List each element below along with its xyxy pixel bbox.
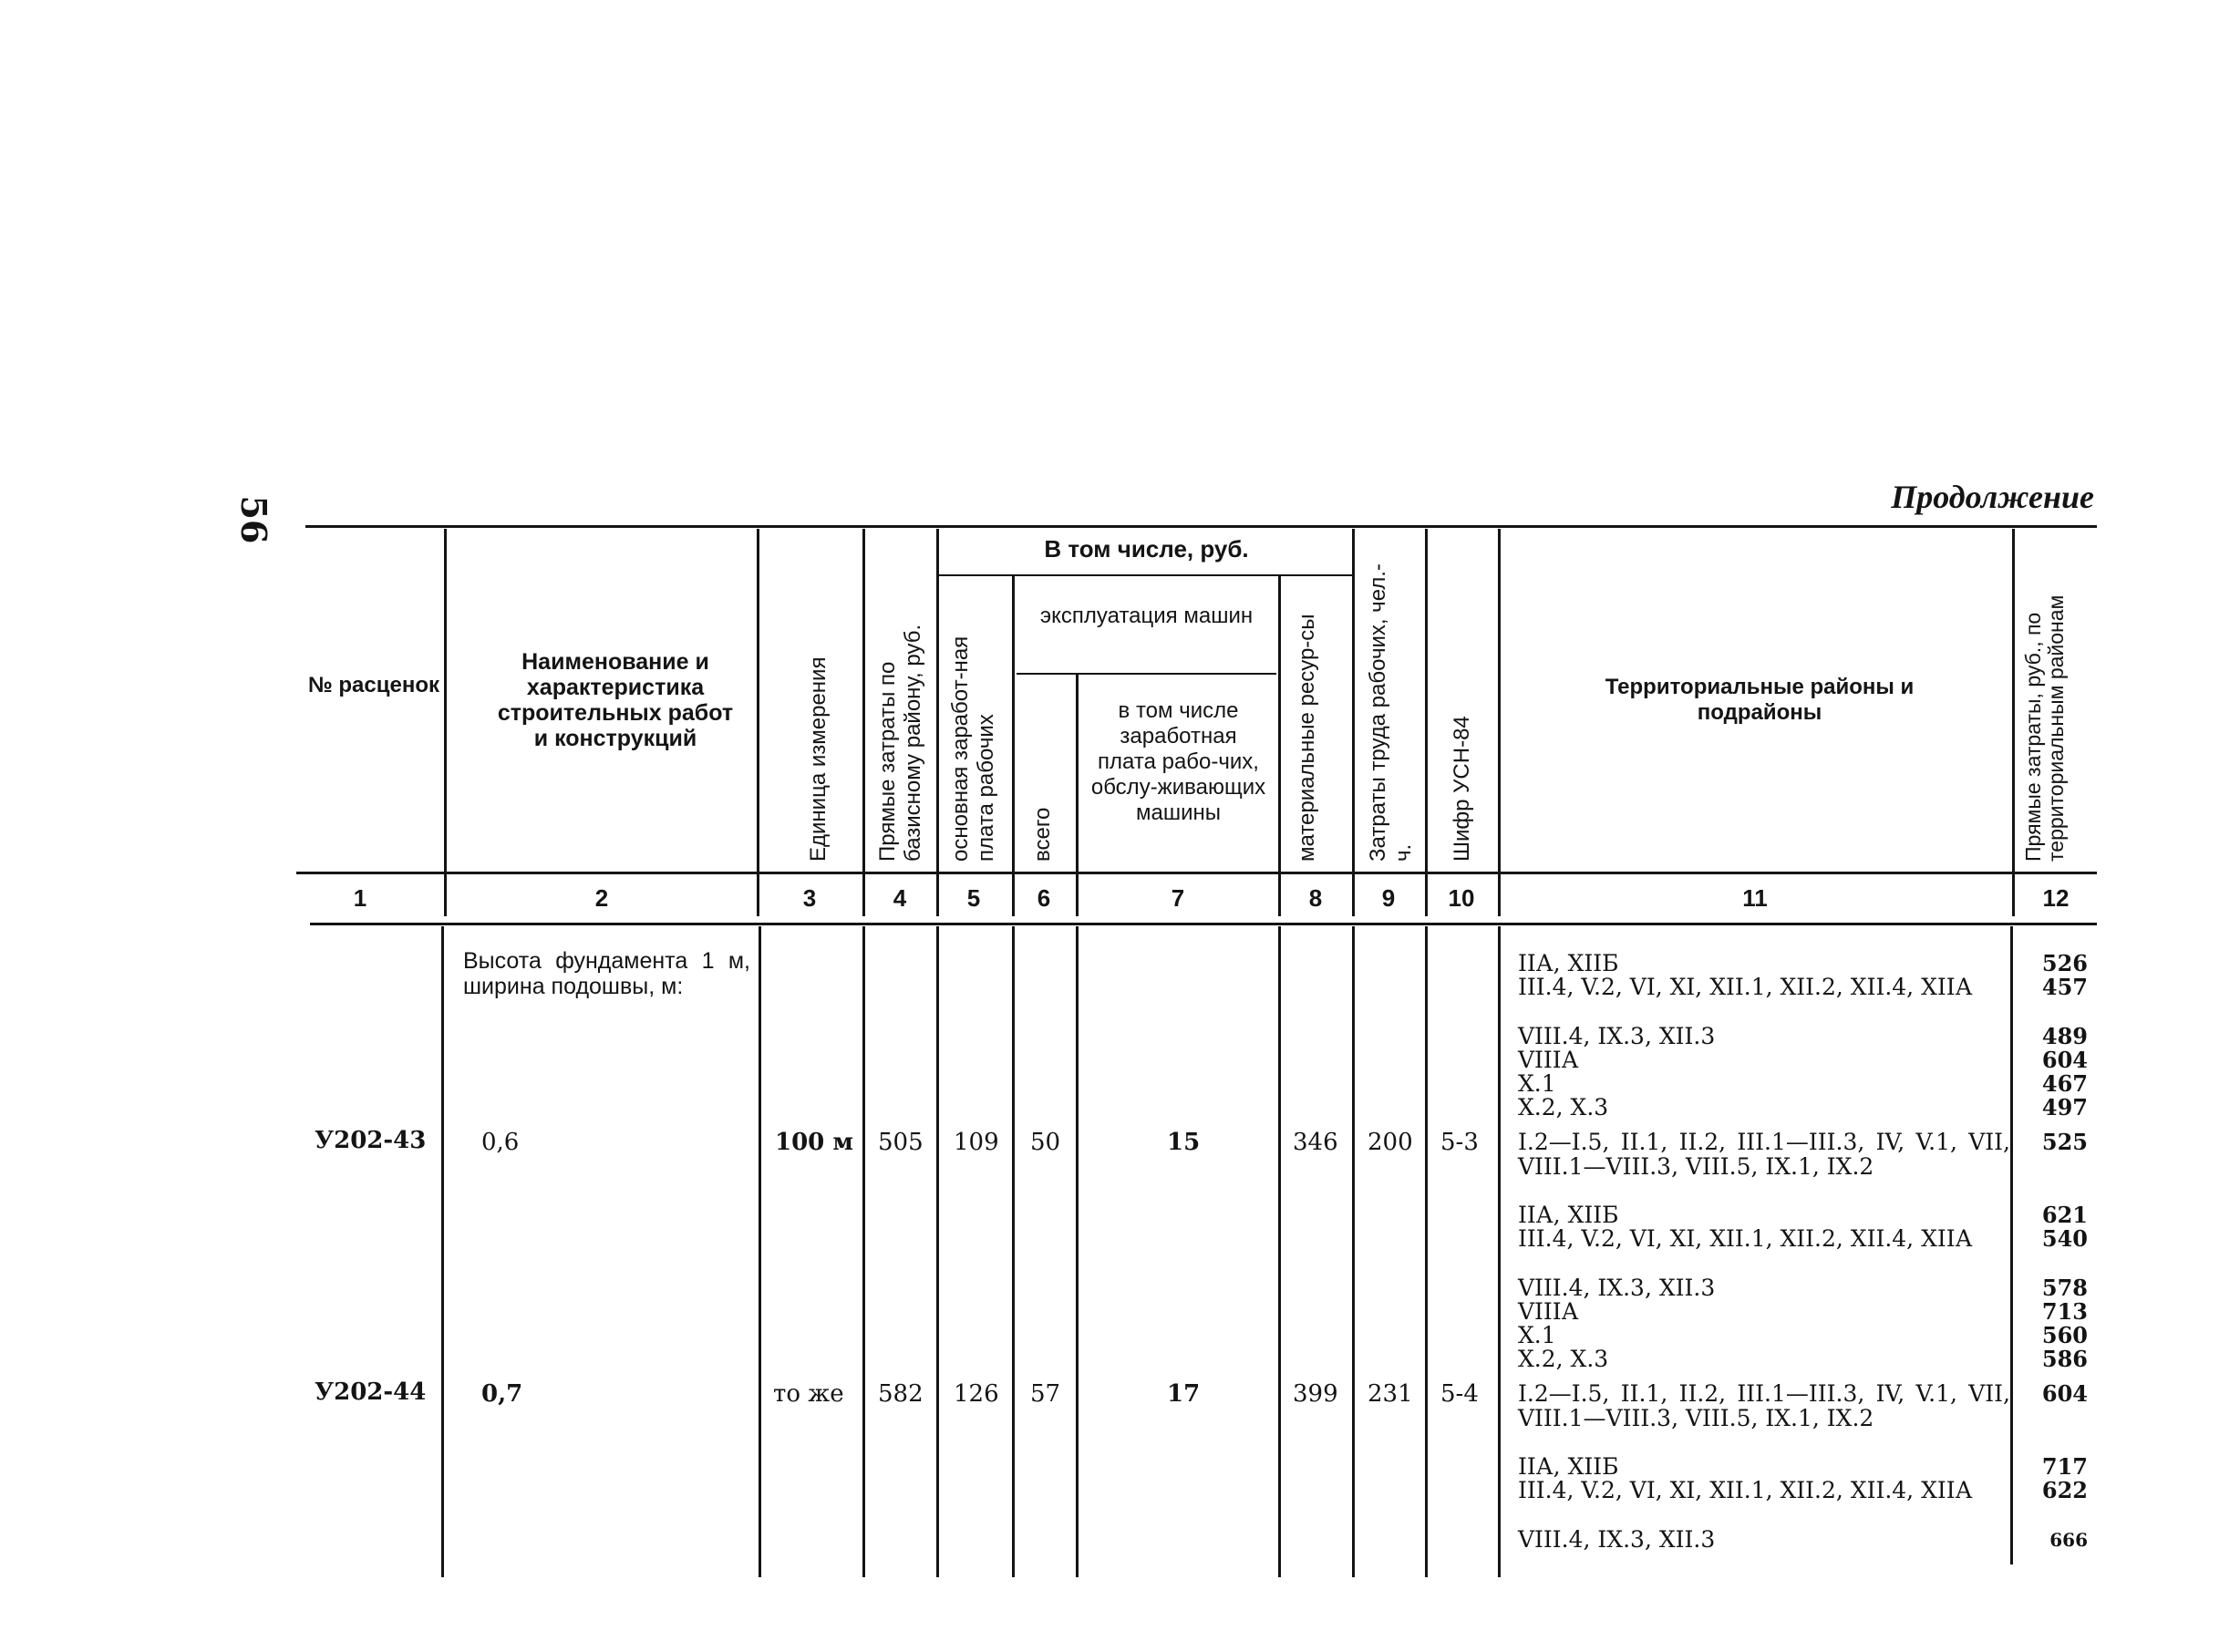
- region-list: IIА, XIIБ: [1518, 1453, 1619, 1480]
- region-list: X.2, X.3: [1518, 1346, 1609, 1372]
- col-divider: [1352, 926, 1355, 1577]
- region-list: VIIIА: [1518, 1047, 1579, 1073]
- header-col1: № расценок: [307, 673, 440, 697]
- col-divider: [862, 529, 865, 916]
- col-divider: [1012, 926, 1015, 1577]
- col-divider: [759, 926, 761, 1577]
- col-divider: [2010, 926, 2013, 1564]
- table-row-name: 0,7: [481, 1380, 523, 1408]
- column-number: 9: [1381, 884, 1396, 912]
- region-list: VIIIА: [1518, 1298, 1579, 1325]
- continuation-label: Продолжение: [1891, 479, 2094, 515]
- col-divider: [1425, 926, 1428, 1577]
- table-row-usn: 5-3: [1440, 1129, 1479, 1156]
- intro-description: Высота фундамента 1 м, ширина подошвы, м:: [463, 948, 750, 999]
- col-divider: [1076, 926, 1079, 1577]
- header-col5: основная заработ-ная плата рабочих: [948, 635, 998, 862]
- page-number: 56: [233, 495, 274, 544]
- column-number: 4: [893, 884, 907, 912]
- col-divider: [1012, 576, 1015, 916]
- region-price: 457: [2041, 974, 2088, 1000]
- header-col11: Территориальные районы и подрайоны: [1605, 675, 1915, 725]
- region-list: IIА, XIIБ: [1518, 1202, 1619, 1228]
- header-machines-title: эксплуатация машин: [1039, 604, 1254, 628]
- header-col2: Наименование и характеристика строительных работ и конструкций: [497, 649, 734, 751]
- table-row-usn: 5-4: [1440, 1380, 1479, 1408]
- table-row-labor: 200: [1368, 1129, 1413, 1156]
- column-number: 7: [1171, 884, 1185, 912]
- region-list: III.4, V.2, VI, XI, XII.1, XII.2, XII.4, XIIА: [1518, 1477, 1973, 1503]
- region-price: 578: [2041, 1275, 2088, 1301]
- region-price: 621: [2041, 1202, 2088, 1228]
- region-price: 713: [2041, 1298, 2088, 1325]
- column-number: 12: [2042, 884, 2070, 912]
- region-list: VIII.4, IX.3, XII.3: [1518, 1526, 1716, 1553]
- table-row-unit: то же: [773, 1380, 844, 1408]
- table-row-code: У202-44: [315, 1378, 427, 1406]
- table-row-direct: 505: [878, 1129, 924, 1156]
- column-number: 5: [966, 884, 981, 912]
- region-list: X.1: [1518, 1322, 1556, 1348]
- region-price: 666: [2049, 1529, 2088, 1551]
- header-col10: Шифр УСН-84: [1450, 716, 1474, 862]
- table-row-wage: 126: [954, 1380, 999, 1408]
- region-list: VIII.4, IX.3, XII.3: [1518, 1275, 1716, 1301]
- region-list: III.4, V.2, VI, XI, XII.1, XII.2, XII.4, XIIА: [1518, 974, 1973, 1000]
- col-divider: [441, 926, 444, 1577]
- col-divider: [936, 926, 939, 1577]
- header-col7: в том числе заработная плата рабо-чих, обслу-живающих машины: [1090, 698, 1266, 825]
- region-price: 540: [2041, 1225, 2088, 1252]
- region-price: 526: [2041, 950, 2088, 976]
- group-subline: [939, 574, 1354, 576]
- col-divider: [444, 529, 447, 916]
- col-divider: [1425, 529, 1428, 916]
- region-list: I.2—I.5, II.1, II.2, III.1—III.3, IV, V.1, VII, VIII.1—VIII.3, VIII.5, IX.1, IX.2: [1518, 1380, 2010, 1431]
- header-col3: Единица измерения: [806, 656, 831, 862]
- column-number: 8: [1308, 884, 1323, 912]
- region-price: 497: [2041, 1094, 2088, 1120]
- machines-subline: [1017, 673, 1276, 675]
- col-divider: [936, 529, 939, 916]
- header-col4: Прямые затраты по базисному району, руб.: [875, 624, 925, 862]
- col-divider: [1278, 926, 1281, 1577]
- region-price: 560: [2041, 1322, 2088, 1348]
- table-row-machines-total: 50: [1030, 1129, 1061, 1156]
- table-row-labor: 231: [1368, 1380, 1413, 1408]
- region-price: 622: [2041, 1477, 2088, 1503]
- region-list: IIА, XIIБ: [1518, 950, 1619, 976]
- column-number: 6: [1037, 884, 1051, 912]
- col-divider: [862, 926, 865, 1577]
- header-col6: всего: [1030, 807, 1055, 862]
- header-col9: Затраты труда рабочих, чел.-ч.: [1366, 563, 1416, 862]
- table-row-unit: 100 м: [775, 1129, 853, 1156]
- header-bottom-rule: [296, 872, 2097, 874]
- region-price: 586: [2041, 1346, 2088, 1372]
- numbers-bottom-rule: [310, 923, 2097, 925]
- region-price: 467: [2041, 1070, 2088, 1097]
- region-list: I.2—I.5, II.1, II.2, III.1—III.3, IV, V.1, VII, VIII.1—VIII.3, VIII.5, IX.1, IX.2: [1518, 1129, 2010, 1180]
- column-number: 2: [594, 884, 609, 912]
- region-price: 525: [2041, 1129, 2088, 1155]
- region-price: 604: [2041, 1047, 2088, 1073]
- region-price: 717: [2041, 1453, 2088, 1480]
- header-col12: Прямые затраты, руб., по территориальным районам: [2021, 594, 2068, 862]
- table-row-direct: 582: [878, 1380, 924, 1408]
- column-number: 11: [1742, 884, 1768, 912]
- table-row-machines-wage: 15: [1167, 1129, 1201, 1156]
- table-row-machines-wage: 17: [1167, 1380, 1201, 1408]
- col-divider: [1352, 529, 1355, 916]
- region-list: III.4, V.2, VI, XI, XII.1, XII.2, XII.4, XIIА: [1518, 1225, 1973, 1252]
- region-list: VIII.4, IX.3, XII.3: [1518, 1023, 1716, 1049]
- column-number: 10: [1448, 884, 1475, 912]
- table-row-wage: 109: [954, 1129, 999, 1156]
- col-divider: [1498, 926, 1501, 1577]
- col-divider: [2012, 529, 2015, 916]
- region-list: X.1: [1518, 1070, 1556, 1097]
- table-row-name: 0,6: [481, 1129, 520, 1156]
- col-divider: [1076, 675, 1079, 916]
- table-row-code: У202-43: [315, 1127, 427, 1154]
- table-top-rule: [305, 525, 2097, 528]
- table-row-materials: 346: [1293, 1129, 1338, 1156]
- table-row-machines-total: 57: [1030, 1380, 1061, 1408]
- column-number: 3: [802, 884, 817, 912]
- column-number: 1: [353, 884, 367, 912]
- col-divider: [1278, 576, 1281, 916]
- header-col8: материальные ресур-сы: [1295, 614, 1319, 862]
- region-price: 489: [2041, 1023, 2088, 1049]
- table-row-materials: 399: [1293, 1380, 1338, 1408]
- header-group-title: В том числе, руб.: [1044, 535, 1249, 563]
- col-divider: [757, 529, 759, 916]
- region-price: 604: [2041, 1380, 2088, 1407]
- col-divider: [1498, 529, 1501, 916]
- region-list: X.2, X.3: [1518, 1094, 1609, 1120]
